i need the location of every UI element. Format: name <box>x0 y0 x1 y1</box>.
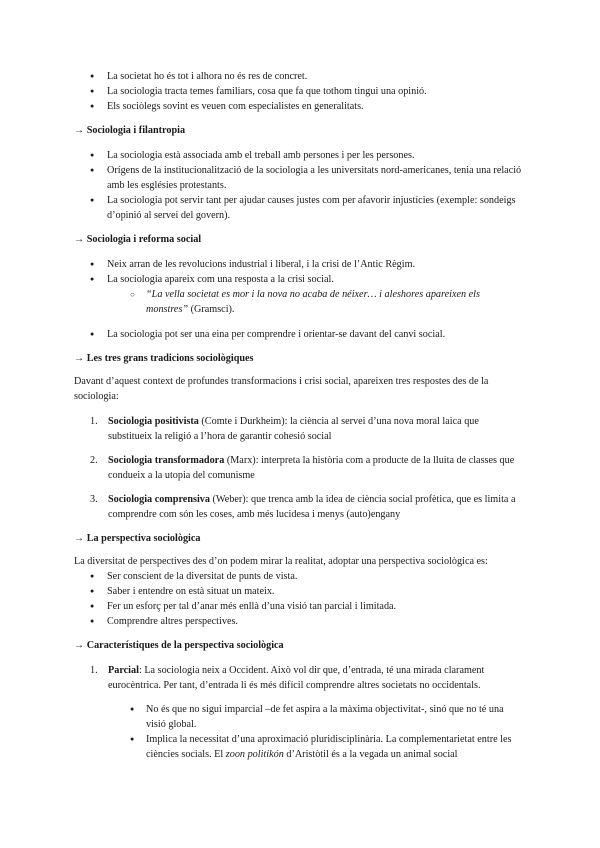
list-item: ● La sociologia està associada amb el treball amb persones i per les persones. <box>74 148 524 163</box>
section-heading-perspectiva <box>74 531 524 546</box>
spacer <box>74 693 524 702</box>
item-name: Sociologia comprensiva <box>108 494 210 505</box>
list-item: ● La sociologia pot servir tant per ajudar causes justes com per afavorir injustícies (exemple: sondeigs d’opinió al servei del govern). <box>74 193 524 223</box>
heading-text: Les tres grans tradicions sociològiques <box>86 353 254 364</box>
item-text: : La sociologia neix a Occident. Això vol dir que, d’entrada, té una mirada clarament eurocèntrica. Per tant, d’entrada li és més difícil comprendre altres societats no occidentals. <box>108 665 485 691</box>
intro-list <box>74 69 524 114</box>
item-text: (Weber): que trenca amb la idea de ciència social profètica, que es limita a comprendre com són les coses, amb més lucidesa i menys (auto)engany <box>108 494 516 520</box>
reforma-list <box>74 257 524 342</box>
section-heading-tradicions <box>74 351 524 366</box>
tradicions-list <box>74 414 524 522</box>
item-name: Sociologia transformadora <box>108 455 225 466</box>
quote-item <box>74 287 524 317</box>
list-item: ● Fer un esforç per tal d’anar més enllà d’una visió tan parcial i limitada. <box>74 599 524 614</box>
caracteristiques-list <box>74 663 524 693</box>
item-text: d’Aristòtil és a la vegada un animal social <box>283 749 458 760</box>
list-item: ● Ser conscient de la diversitat de punts de vista. <box>74 569 524 584</box>
quote-author: (Gramsci). <box>190 304 235 315</box>
section-heading-reforma <box>74 232 524 247</box>
item-term: zoon politikón <box>225 749 284 760</box>
arrow-icon: → <box>74 125 85 136</box>
arrow-icon: → <box>74 640 85 651</box>
heading-text: Sociologia i reforma social <box>86 234 202 245</box>
list-item: ● La societat ho és tot i alhora no és res de concret. <box>74 69 524 84</box>
list-item: ● La sociologia pot ser una eina per comprendre i orientar-se davant del canvi social. <box>74 327 524 342</box>
heading-text: Característiques de la perspectiva sociològica <box>86 640 284 651</box>
list-item <box>74 414 524 444</box>
item-text: (Comte i Durkheim): la ciència al servei d’una nova moral laica que substitueix la religió a l’hora de garantir cohesió social <box>108 416 479 442</box>
item-number: 1. <box>90 665 98 676</box>
item-number: 3. <box>90 494 98 505</box>
item-name: Sociologia positivista <box>108 416 199 427</box>
item-text: Implica la necessitat d’una aproximació pluridisciplinària. La complementarietat entre les ciències socials. El <box>146 734 512 760</box>
quote-text: “La vella societat es mor i la nova no acaba de néixer… i aleshores apareixen els monstres” <box>146 289 480 315</box>
item-number: 2. <box>90 455 98 466</box>
item-name: Parcial <box>108 665 139 676</box>
list-item: ● Saber i entendre on està situat un mateix. <box>74 584 524 599</box>
item-text: (Marx): interpreta la història com a producte de la lluita de classes que condueix a la utopia del comunisme <box>108 455 515 481</box>
list-item: ● Els sociòlegs sovint es veuen com especialistes en generalitats. <box>74 99 524 114</box>
list-item <box>74 732 524 762</box>
perspectiva-list <box>74 569 524 629</box>
arrow-icon: → <box>74 353 85 364</box>
list-item: ● La sociologia apareix com una resposta a la crisi social. <box>74 272 524 287</box>
list-item: ● Neix arran de les revolucions industrial i liberal, i la crisi de l’Antic Règim. <box>74 257 524 272</box>
list-item <box>74 492 524 522</box>
list-item: ● Comprendre altres perspectives. <box>74 614 524 629</box>
heading-text: La perspectiva sociològica <box>86 533 201 544</box>
document-page <box>74 69 524 762</box>
list-item <box>74 453 524 483</box>
arrow-icon: → <box>74 533 85 544</box>
filantropia-list <box>74 148 524 223</box>
list-item <box>74 663 524 693</box>
parcial-sublist <box>74 702 524 762</box>
section-heading-filantropia <box>74 123 524 138</box>
perspectiva-intro: La diversitat de perspectives des d’on podem mirar la realitat, adoptar una perspectiva sociològica es: <box>74 556 488 567</box>
item-number: 1. <box>90 416 98 427</box>
list-item: ● La sociologia tracta temes familiars, cosa que fa que tothom tingui una opinió. <box>74 84 524 99</box>
heading-text: Sociologia i filantropia <box>86 125 186 136</box>
section-heading-caracteristiques <box>74 638 524 653</box>
arrow-icon: → <box>74 234 85 245</box>
tradicions-intro: Davant d’aquest context de profundes transformacions i crisi social, apareixen tres respostes des de la sociologia: <box>74 376 489 402</box>
spacer <box>74 317 524 327</box>
list-item: ● No és que no sigui imparcial –de fet aspira a la màxima objectivitat-, sinó que no té una visió global. <box>74 702 524 732</box>
list-item: ● Orígens de la institucionalització de la sociologia a les universitats nord-americanes, tenia una relació amb les esglésies protestants. <box>74 163 524 193</box>
